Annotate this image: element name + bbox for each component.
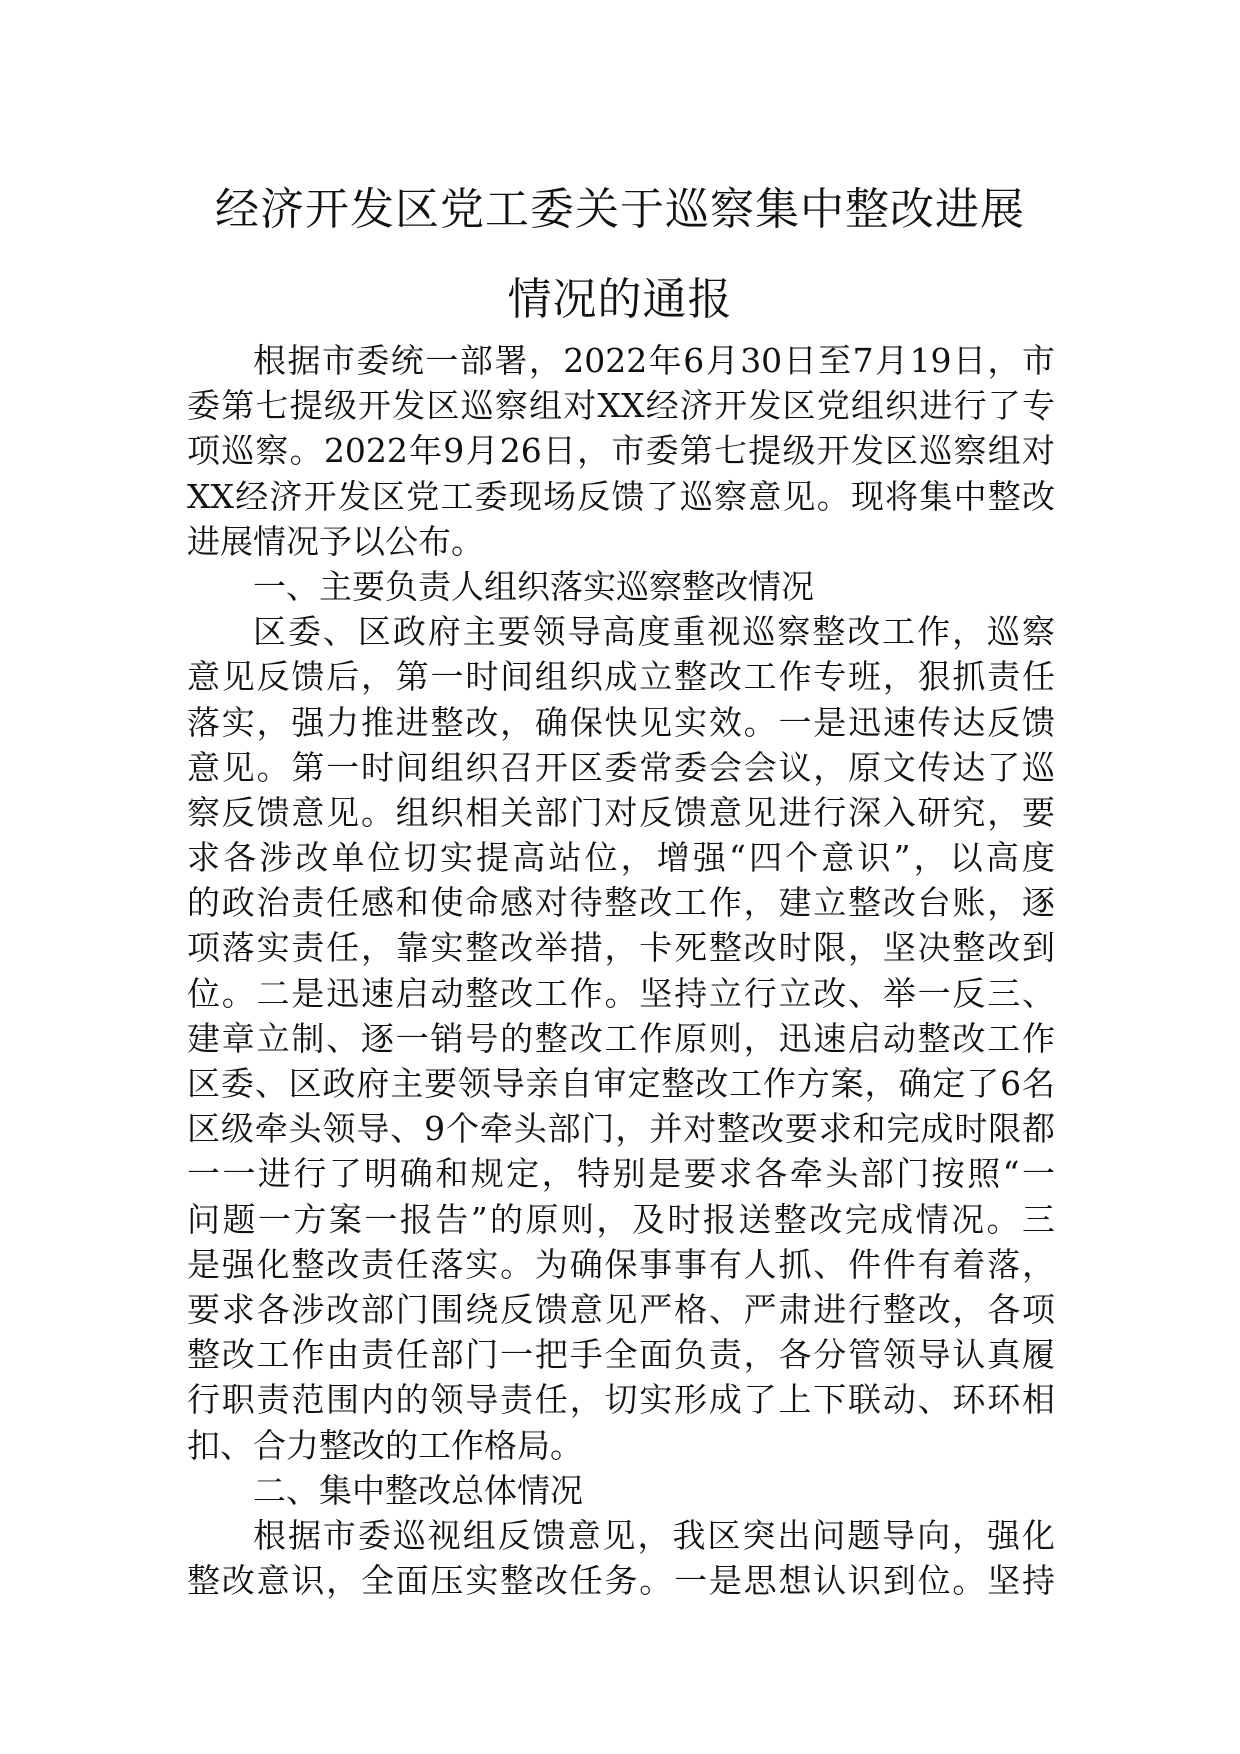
body-line: 意见。第一时间组织召开区委常委会会议，原文传达了巡 <box>187 747 1055 787</box>
body-line: 区委、区政府主要领导亲自审定整改工作方案，确定了6名 <box>187 1064 1055 1103</box>
body-line: 项巡察。2022年9月26日，市委第七提级开发区巡察组对 <box>187 431 1055 471</box>
body-line: 意见反馈后，第一时间组织成立整改工作专班，狠抓责任 <box>187 657 1055 697</box>
body-line: 进展情况予以公布。 <box>187 521 484 561</box>
body-line: 是强化整改责任落实。为确保事事有人抓、件件有着落， <box>187 1244 1055 1284</box>
body-line: 落实，强力推进整改，确保快见实效。一是迅速传达反馈 <box>187 702 1055 742</box>
body-line: 区级牵头领导、9个牵头部门，并对整改要求和完成时限都 <box>187 1109 1055 1149</box>
body-line: 二、集中整改总体情况 <box>253 1470 583 1510</box>
document-title-line-2: 情况的通报 <box>507 274 733 325</box>
body-line: 委第七提级开发区巡察组对XX经济开发区党组织进行了专 <box>187 386 1055 426</box>
body-line: 问题一方案一报告”的原则，及时报送整改完成情况。三 <box>187 1199 1055 1239</box>
body-line: 要求各涉改部门围绕反馈意见严格、严肃进行整改，各项 <box>187 1289 1055 1329</box>
body-line: 区委、区政府主要领导高度重视巡察整改工作，巡察 <box>253 612 1055 652</box>
document-body <box>187 338 1055 1603</box>
body-line: 建章立制、逐一销号的整改工作原则，迅速启动整改工作 <box>187 1018 1055 1058</box>
body-line: 项落实责任，靠实整改举措，卡死整改时限，坚决整改到 <box>187 928 1055 968</box>
body-line: 一一进行了明确和规定，特别是要求各牵头部门按照“一 <box>187 1154 1055 1194</box>
body-line: 位。二是迅速启动整改工作。坚持立行立改、举一反三、 <box>187 973 1055 1013</box>
body-line: 的政治责任感和使命感对待整改工作，建立整改台账，逐 <box>187 883 1055 923</box>
body-line: XX经济开发区党工委现场反馈了巡察意见。现将集中整改 <box>187 476 1055 516</box>
body-line: 一、主要负责人组织落实巡察整改情况 <box>253 566 814 606</box>
body-line: 求各涉改单位切实提高站位，增强“四个意识”，以高度 <box>187 838 1055 878</box>
body-line: 扣、合力整改的工作格局。 <box>187 1425 583 1465</box>
body-line: 察反馈意见。组织相关部门对反馈意见进行深入研究，要 <box>187 792 1055 832</box>
body-line: 整改工作由责任部门一把手全面负责，各分管领导认真履 <box>187 1335 1055 1375</box>
body-line: 根据市委巡视组反馈意见，我区突出问题导向，强化 <box>253 1515 1055 1555</box>
document-title-line-1: 经济开发区党工委关于巡察集中整改进展 <box>215 184 1025 235</box>
body-line: 根据市委统一部署，2022年6月30日至7月19日，市 <box>253 341 1055 380</box>
body-line: 行职责范围内的领导责任，切实形成了上下联动、环环相 <box>187 1380 1055 1420</box>
body-line: 整改意识，全面压实整改任务。一是思想认识到位。坚持 <box>187 1561 1055 1601</box>
